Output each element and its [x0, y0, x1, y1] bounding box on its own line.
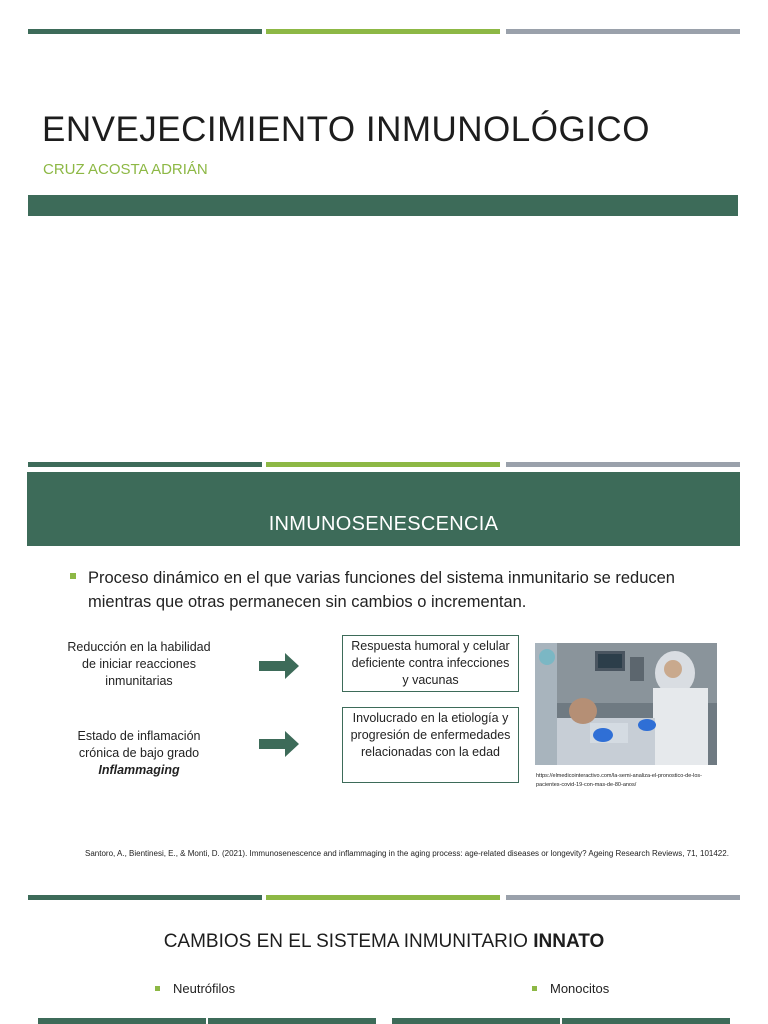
slide-title: ENVEJECIMIENTO INMUNOLÓGICO — [42, 110, 650, 149]
slide2-rule-dark — [28, 462, 262, 467]
slide3-rule-dark — [28, 895, 262, 900]
photo-caption: https://elmedicointeractivo.com/la-semi-analiza-el-pronostico-de-los-pacientes-covid-19-con-mas-de-80-anos/ — [536, 773, 702, 788]
slide3-rule-gray — [506, 895, 740, 900]
slide3-title-bold: INNATO — [533, 931, 605, 952]
slide3-title-prefix: CAMBIOS EN EL SISTEMA INMUNITARIO — [163, 931, 528, 952]
row2-left-text — [64, 728, 214, 779]
top-rule-dark — [28, 29, 262, 34]
top-rule-lime — [266, 29, 500, 34]
slide2-rule-lime — [266, 462, 500, 467]
row1-result-box: Respuesta humoral y celular deficiente contra infecciones y vacunas — [342, 635, 519, 692]
right-arrow-icon — [259, 731, 299, 757]
list-item-neutrofilos: Neutrófilos — [173, 981, 236, 996]
section-header-title: INMUNOSENESCENCIA — [268, 512, 499, 535]
row2-result-box: Involucrado en la etiología y progresión de enfermedades relacionadas con la edad — [342, 707, 519, 783]
table-header-stub — [392, 1018, 560, 1024]
slide3-title — [0, 931, 768, 953]
section-header — [27, 472, 740, 546]
table-header-stub — [38, 1018, 206, 1024]
slide3-rule-lime — [266, 895, 500, 900]
row1-left-text: Reducción en la habilidad de iniciar reacciones inmunitarias — [67, 640, 211, 688]
right-arrow-icon — [259, 653, 299, 679]
hospital-photo — [535, 643, 717, 765]
square-bullet-icon — [70, 573, 76, 579]
slide2-rule-gray — [506, 462, 740, 467]
author-name: CRUZ ACOSTA ADRIÁN — [43, 161, 208, 178]
title-band — [28, 195, 738, 216]
list-item-monocitos: Monocitos — [550, 981, 610, 996]
inflammaging-term: Inflammaging — [98, 763, 180, 777]
row2-left-label: Estado de inflamación crónica de bajo grado — [77, 729, 201, 760]
table-header-stub — [562, 1018, 730, 1024]
top-rule-gray — [506, 29, 740, 34]
reference-citation: Santoro, A., Bientinesi, E., & Monti, D. (2021). Immunosenescence and inflammaging in the aging process: age-related diseases or longevity? Ageing Research Reviews, 71, 101422. — [85, 849, 729, 858]
square-bullet-icon — [532, 986, 537, 991]
square-bullet-icon — [155, 986, 160, 991]
definition-text: Proceso dinámico en el que varias funciones del sistema inmunitario se reducen mientras que otras permanecen sin cambios o incrementan. — [88, 569, 675, 611]
table-header-stub — [208, 1018, 376, 1024]
